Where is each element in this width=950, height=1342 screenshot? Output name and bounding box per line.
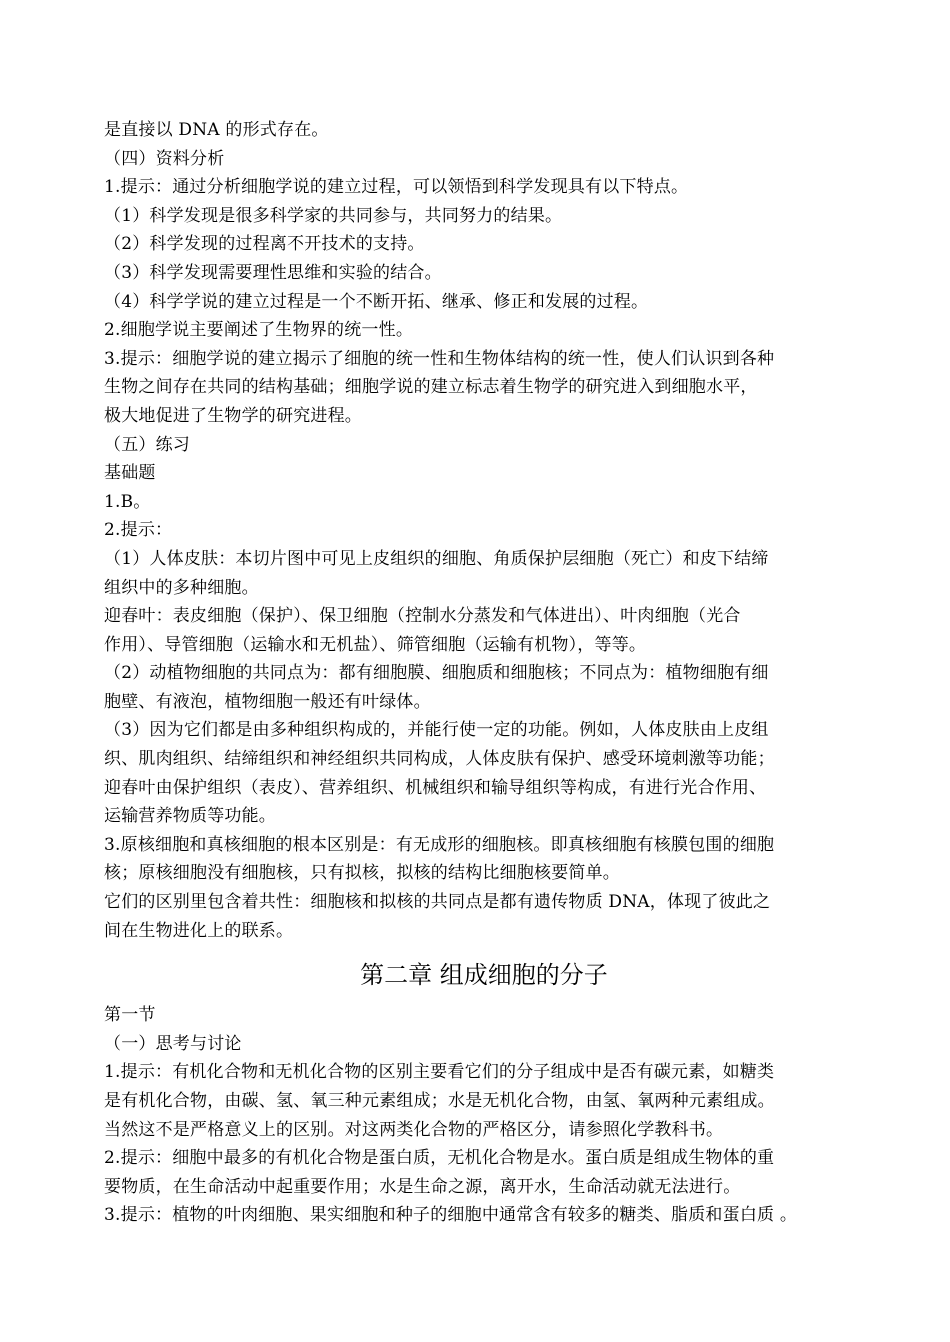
text-line: 生物之间存在共同的结构基础；细胞学说的建立标志着生物学的研究进入到细胞水平，: [104, 377, 758, 398]
section-heading: （一）思考与讨论: [104, 1033, 242, 1054]
text-line: 3.原核细胞和真核细胞的根本区别是：有无成形的细胞核。即真核细胞有核膜包围的细胞: [104, 834, 775, 855]
text-line: （1）人体皮肤：本切片图中可见上皮组织的细胞、角质保护层细胞（死亡）和皮下结缔: [104, 548, 769, 569]
subsection-heading: 第一节: [104, 1005, 156, 1026]
text-line: 是有机化合物，由碳、氢、氧三种元素组成；水是无机化合物，由氢、氧两种元素组成。: [104, 1091, 775, 1111]
text-line: 间在生物进化上的联系。: [104, 920, 294, 941]
text-line: （2）动植物细胞的共同点为：都有细胞膜、细胞质和细胞核；不同点为：植物细胞有细: [104, 663, 769, 684]
text-line: 当然这不是严格意义上的区别。对这两类化合物的严格区分，请参照化学教科书。: [104, 1119, 724, 1140]
text-line: 核；原核细胞没有细胞核，只有拟核，拟核的结构比细胞核要简单。: [104, 863, 620, 884]
text-line: 织、肌肉组织、结缔组织和神经组织共同构成，人体皮肤有保护、感受环境刺激等功能；: [104, 749, 775, 770]
section-bottom: [104, 1001, 864, 1230]
text-line: 2.细胞学说主要阐述了生物界的统一性。: [104, 320, 414, 341]
text-line: 1.提示：有机化合物和无机化合物的区别主要看它们的分子组成中是否有碳元素，如糖类: [104, 1062, 775, 1083]
text-line: 1.提示：通过分析细胞学说的建立过程，可以领悟到科学发现具有以下特点。: [104, 177, 689, 198]
text-line: 迎春叶：表皮细胞（保护）、保卫细胞（控制水分蒸发和气体进出）、叶肉细胞（光合: [104, 606, 741, 627]
text-line: （2）科学发现的过程离不开技术的支持。: [104, 234, 425, 255]
text-line: 是直接以 DNA 的形式存在。: [104, 120, 329, 140]
text-line: （1）科学发现是很多科学家的共同参与，共同努力的结果。: [104, 205, 563, 226]
text-line: 3.提示：细胞学说的建立揭示了细胞的统一性和生物体结构的统一性，使人们认识到各种: [104, 348, 775, 369]
text-line: 极大地促进了生物学的研究进程。: [104, 405, 362, 426]
text-line: 运输营养物质等功能。: [104, 806, 276, 827]
text-line: 1.B。: [104, 491, 151, 512]
chapter-title: 第二章 组成细胞的分子: [360, 961, 608, 990]
text-line: 要物质，在生命活动中起重要作用；水是生命之源，离开水，生命活动就无法进行。: [104, 1176, 741, 1197]
text-line: 它们的区别里包含着共性：细胞核和拟核的共同点是都有遗传物质 DNA，体现了彼此之: [104, 892, 771, 913]
document-page: [104, 116, 864, 1230]
text-line: 2.提示：: [104, 520, 173, 541]
text-line: 2.提示：细胞中最多的有机化合物是蛋白质，无机化合物是水。蛋白质是组成生物体的重: [104, 1148, 775, 1169]
text-line: （3）科学发现需要理性思维和实验的结合。: [104, 262, 442, 283]
subsection-heading: 基础题: [104, 463, 156, 484]
text-line: （4）科学学说的建立过程是一个不断开拓、继承、修正和发展的过程。: [104, 291, 649, 312]
section-heading: （五）练习: [104, 434, 190, 455]
text-line: （3）因为它们都是由多种组织构成的，并能行使一定的功能。例如，人体皮肤由上皮组: [104, 720, 769, 741]
section-top: [104, 116, 864, 945]
text-line: 迎春叶由保护组织（表皮）、营养组织、机械组织和输导组织等构成，有进行光合作用、: [104, 777, 767, 798]
section-heading: （四）资料分析: [104, 148, 225, 169]
text-line: 作用）、导管细胞（运输水和无机盐）、筛管细胞（运输有机物），等等。: [104, 634, 647, 655]
text-line: 组织中的多种细胞。: [104, 577, 259, 598]
text-line: 胞壁、有液泡，植物细胞一般还有叶绿体。: [104, 691, 431, 712]
text-line: 3.提示：植物的叶肉细胞、果实细胞和种子的细胞中通常含有较多的糖类、脂质和蛋白质 。: [104, 1205, 798, 1226]
